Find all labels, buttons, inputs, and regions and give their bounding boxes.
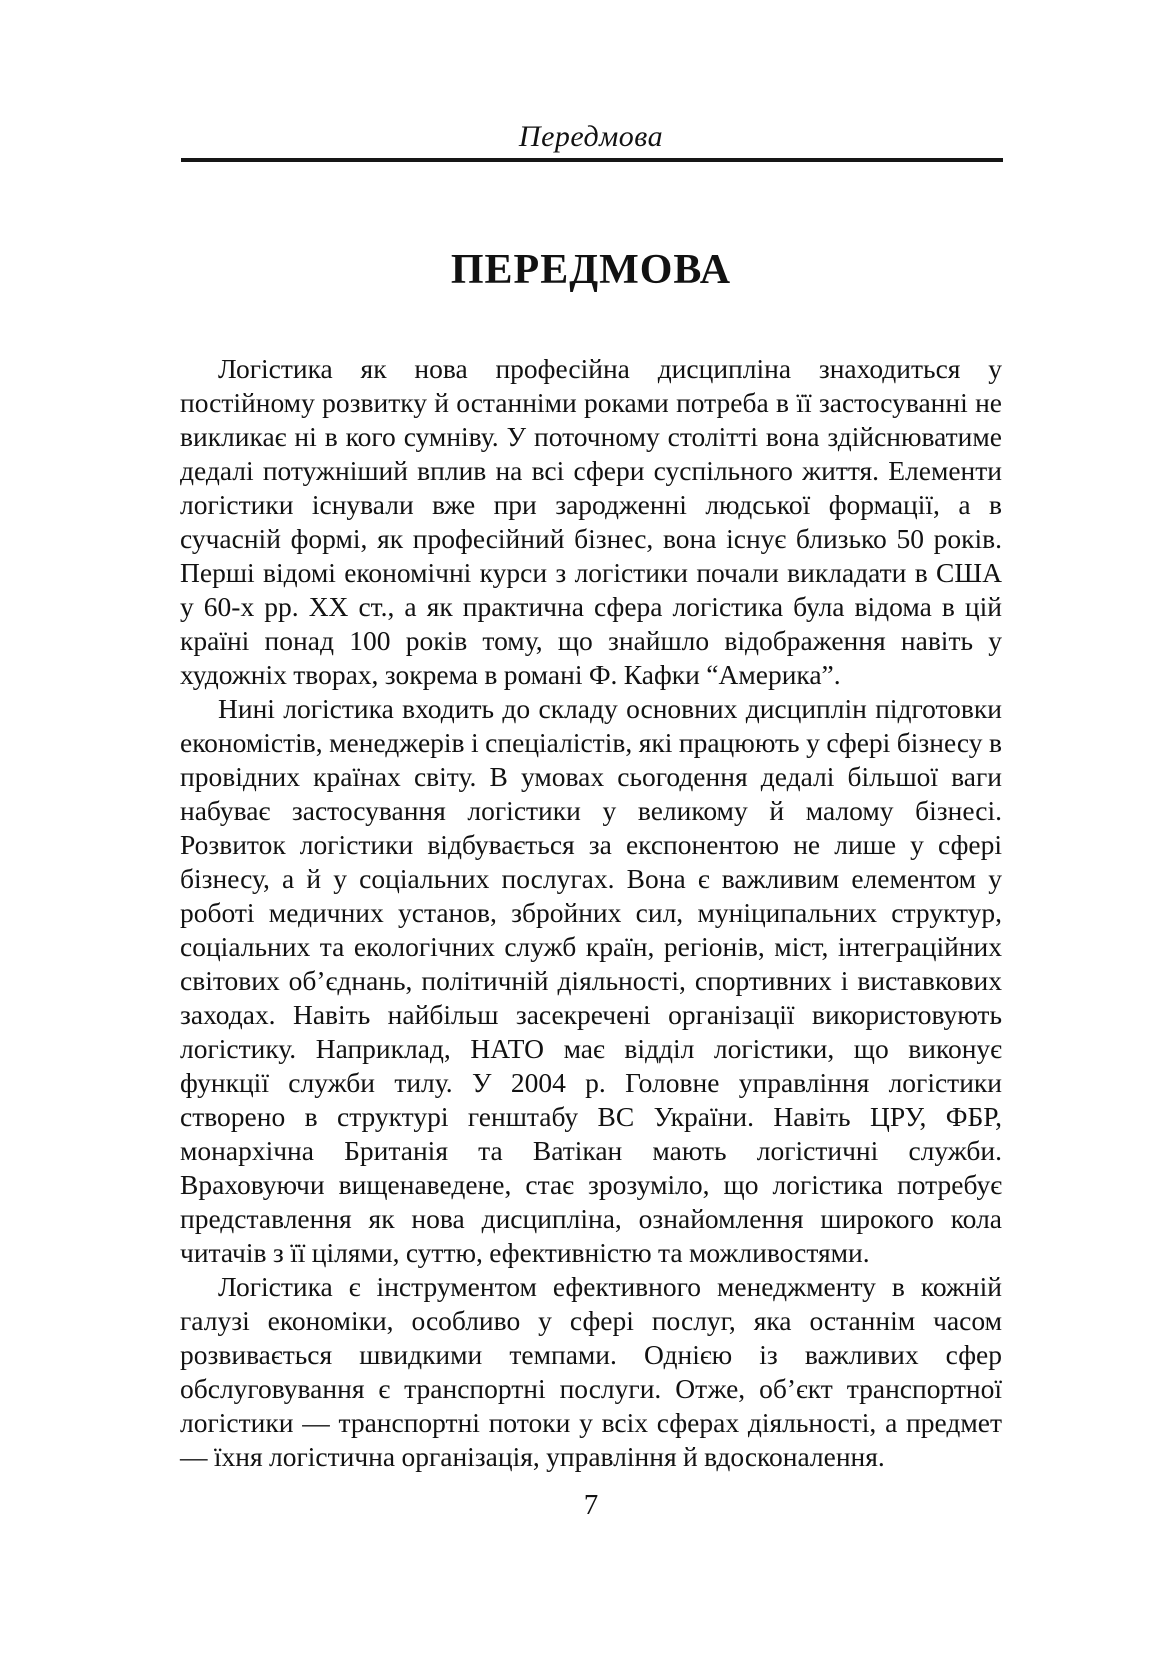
- paragraph-1: Логістика як нова професійна дисципліна знаходиться у постійному розвитку й останніми роками потреба в її застосуванні не викликає ні в кого сумніву. У поточному столітті вона здійснюватиме дедалі потужніший вплив на всі сфери суспільного життя. Елементи логістики існували вже при зародженні людської формації, а в сучасній формі, як професійний бізнес, вона існує близько 50 років. Перші відомі економічні курси з логістики почали викладати в США у 60-х рр. ХХ ст., а як практична сфера логістика була відома в цій країні понад 100 років тому, що знайшло відображення навіть у художніх творах, зокрема в романі Ф. Кафки “Америка”.: [180, 353, 1002, 690]
- page-footer: [180, 1488, 1002, 1522]
- running-header: Передмова: [518, 120, 664, 153]
- page-number: 7: [583, 1489, 599, 1521]
- header-rule: [181, 158, 1003, 162]
- paragraph-2: Нині логістика входить до складу основних дисциплін підготовки економістів, менеджерів і спеціалістів, які працюють у сфері бізнесу в провідних країнах світу. В умовах сьогодення дедалі більшої ваги набуває застосування логістики у великому й малому бізнесі. Розвиток логістики відбувається за експонентою не лише у сфері бізнесу, а й у соціальних послугах. Вона є важливим елементом у роботі медичних установ, збройних сил, муніципальних структур, соціальних та екологічних служб країн, регіонів, міст, інтеграційних світових об’єднань, політичній діяльності, спортивних і виставкових заходах. Навіть найбільш засекречені організації використовують логістику. Наприклад, НАТО має відділ логістики, що виконує функції служби тилу. У 2004 р. Головне управління логістики створено в структурі генштабу ВС України. Навіть ЦРУ, ФБР, монархічна Британія та Ватікан мають логістичні служби. Враховуючи вищенаведене, стає зрозуміло, що логістика потребує представлення як нова дисципліна, ознайомлення широкого кола читачів з її цілями, суттю, ефективністю та можливостями.: [180, 693, 1002, 1268]
- page-title: ПЕРЕДМОВА: [450, 247, 732, 293]
- body-text: [180, 352, 1002, 1474]
- paragraph-3: Логістика є інструментом ефективного менеджменту в кожній галузі економіки, особливо у сфері послуг, яка останнім часом розвивається швидкими темпами. Однією із важливих сфер обслуговування є транспортні послуги. Отже, об’єкт транспортної логістики — транспортні потоки у всіх сферах діяльності, а предмет — їхня логістична організація, управління й вдосконалення.: [180, 1271, 1002, 1472]
